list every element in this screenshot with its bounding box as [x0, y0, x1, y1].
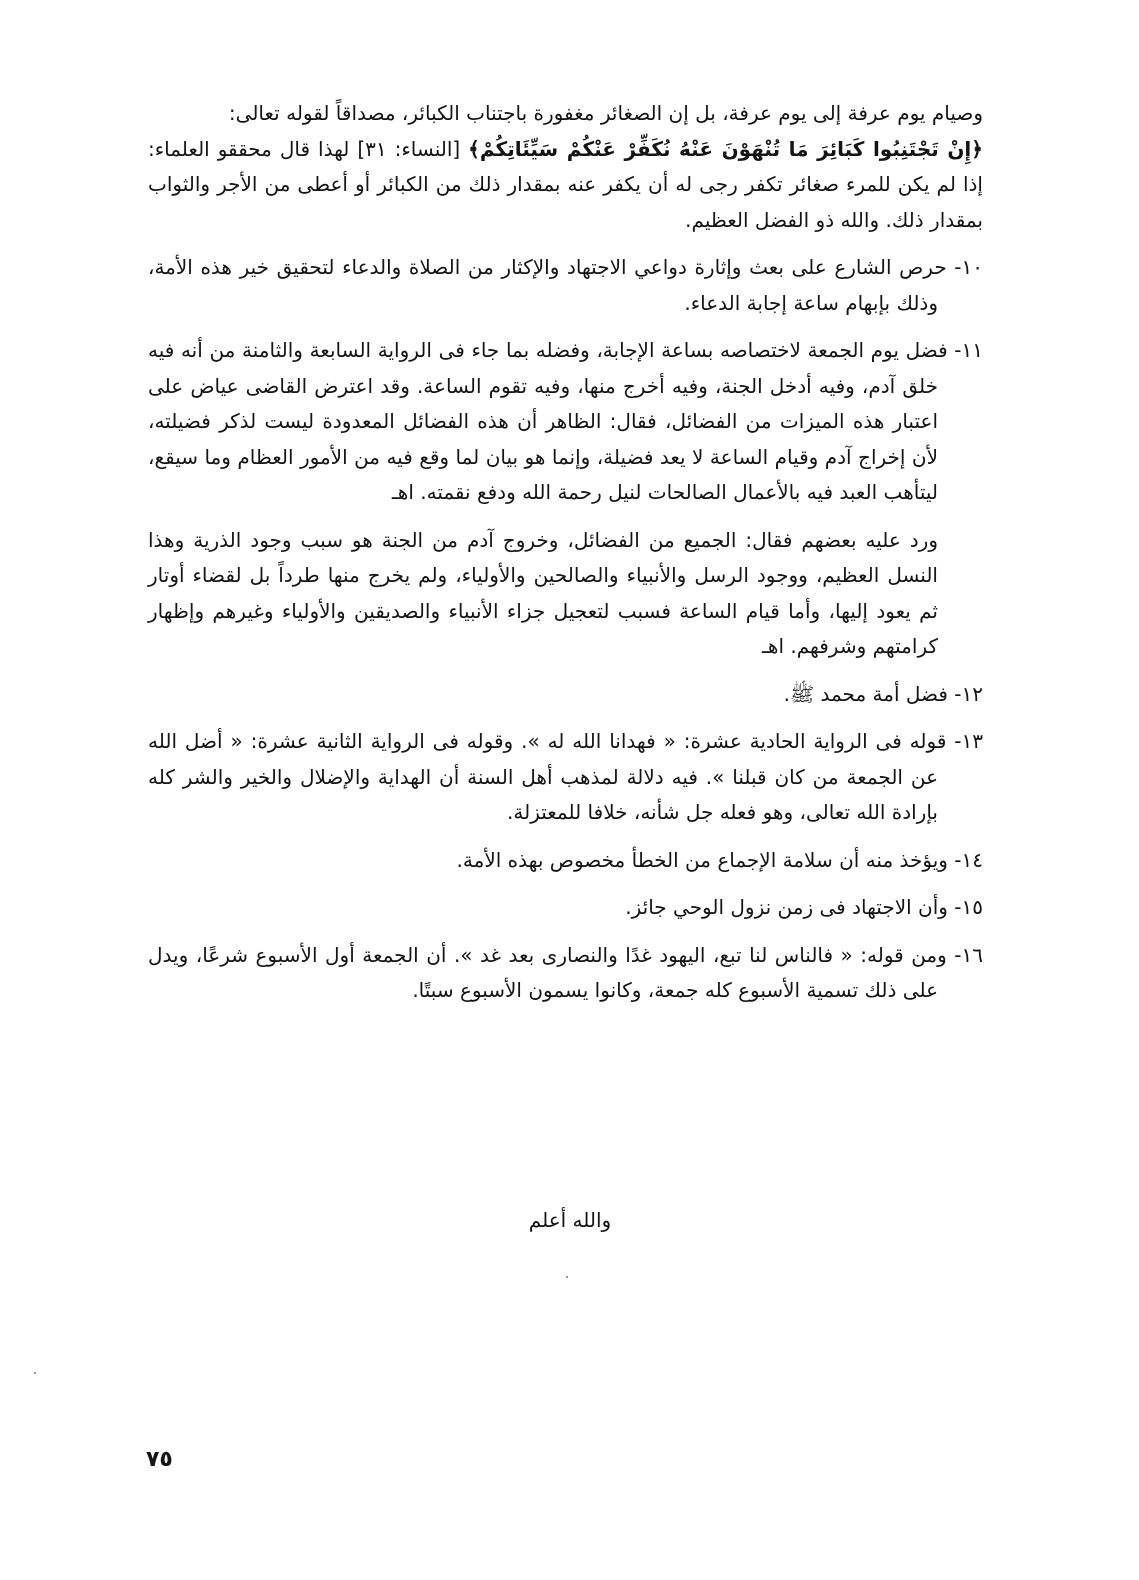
- list-item-11: [148, 333, 983, 511]
- intro-lead: وصيام يوم عرفة إلى يوم عرفة، بل إن الصغائر مغفورة باجتناب الكبائر، مصداقاً لقوله تعالى:: [228, 101, 983, 125]
- list-item-12: [148, 677, 983, 713]
- list-item-number: ١٣-: [946, 729, 983, 753]
- list-item-13: [148, 724, 983, 831]
- list-item-text: فضل يوم الجمعة لاختصاصه بساعة الإجابة، وفضله بما جاء فى الرواية السابعة والثامنة من أنه فيه خلق آدم، وفيه أدخل الجنة، وفيه أخرج منها، وفيه تقوم الساعة. وقد اعترض القاضى عياض على اعتبار هذه الميزات من الفضائل، فقال: الظاهر أن هذه الفضائل المعدودة ليست لذكر فضيلته، لأن إخراج آدم وقيام الساعة لا يعد فضيلة، وإنما هو بيان لما وقع فيه من الأمور العظام وما سيقع، ليتأهب العبد فيه بالأعمال الصالحات لنيل رحمة الله ودفع نقمته. اهـ: [148, 338, 948, 504]
- list-item-text: قوله فى الرواية الحادية عشرة: « فهدانا الله له ». وقوله فى الرواية الثانية عشرة: « أضل الله عن الجمعة من كان قبلنا ». فيه دلالة لمذهب أهل السنة أن الهداية والإضلال والخير والشر كله بإرادة الله تعالى، وهو فعله جل شأنه، خلافا للمعتزلة.: [148, 729, 947, 824]
- list-item-number: ١١-: [947, 338, 983, 362]
- list-item-number: ١٠-: [946, 255, 983, 279]
- list-item-text: حرص الشارع على بعث وإثارة دواعي الاجتهاد والإكثار من الصلاة والدعاء لتحقيق خير هذه الأمة، وذلك بإبهام ساعة إجابة الدعاء.: [148, 255, 947, 315]
- scan-speck: [34, 1372, 36, 1374]
- list-item-number: ١٢-: [947, 681, 983, 706]
- list-item-number: ١٤-: [947, 847, 983, 872]
- list-item-text: فضل أمة محمد ﷺ.: [783, 681, 948, 706]
- quran-verse: ﴿إِنْ تَجْتَنِبُوا كَبَائِرَ مَا تُنْهَوْنَ عَنْهُ نُكَفِّرْ عَنْكُمْ سَيِّئَاتِكُمْ﴾: [468, 136, 983, 161]
- list-item-text: وأن الاجتهاد فى زمن نزول الوحي جائز.: [625, 895, 948, 919]
- scan-speck: [566, 1276, 568, 1278]
- list-item-text: ورد عليه بعضهم فقال: الجميع من الفضائل، وخروج آدم من الجنة هو سبب وجود الذرية وهذا النسل العظيم، ووجود الرسل والأنبياء والصالحين والأولياء، ولم يخرج منها طرداً بل لقضاء أوتار ثم يعود إليها، وأما قيام الساعة فسبب لتعجيل جزاء الأنبياء والصديقين والأولياء وغيرهم وإظهار كرامتهم وشرفهم. اهـ: [148, 527, 938, 658]
- intro-continuation: [النساء: ٣١] لهذا قال محققو العلماء: إذا لم يكن للمرء صغائر تكفر رجى له أن يكفر عنه بمقدار ذلك من الكبائر أو أعطى من الأجر والثواب بمقدار ذلك. والله ذو الفضل العظيم.: [148, 136, 983, 232]
- list-item-number: ١٦-: [946, 942, 983, 967]
- list-item-number: ١٥-: [947, 895, 983, 919]
- intro-paragraph: [148, 96, 983, 238]
- list-item-16: [148, 938, 983, 1009]
- closing-phrase: والله أعلم: [528, 1208, 612, 1232]
- list-item-15: [148, 890, 983, 926]
- list-item-10: [148, 250, 983, 321]
- list-item-text: ومن قوله: « فالناس لنا تبع، اليهود غدًا والنصارى بعد غد ». أن الجمعة أول الأسبوع شرعًا، ويدل على ذلك تسمية الأسبوع كله جمعة، وكانوا يسمون الأسبوع سبتًا.: [148, 942, 947, 1002]
- list-item-14: [148, 843, 983, 879]
- list-item-text: ويؤخذ منه أن سلامة الإجماع من الخطأ مخصوص بهذه الأمة.: [456, 847, 948, 872]
- rebuttal-paragraph: [148, 523, 983, 665]
- page-number: ٧٥: [146, 1447, 173, 1472]
- page-body: [148, 96, 983, 1021]
